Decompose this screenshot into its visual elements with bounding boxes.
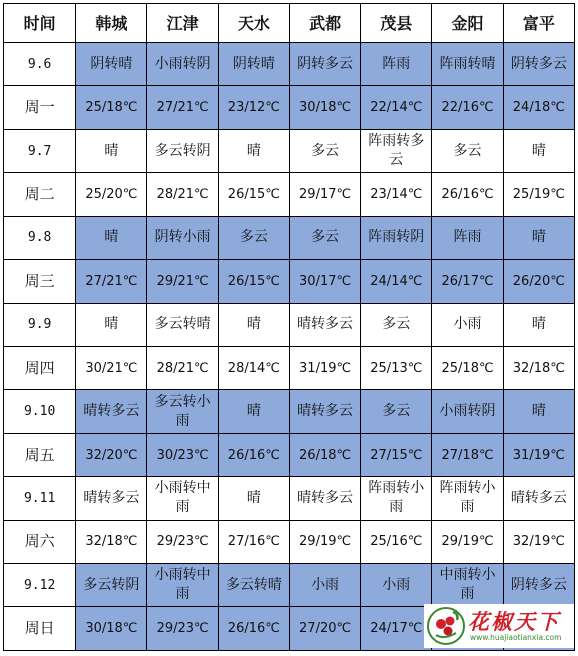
temperature-cell-wudu: 30/17℃ (289, 260, 360, 303)
header-time: 时间 (4, 4, 76, 43)
weather-cell-wudu: 晴转多云 (289, 303, 360, 346)
date-cell: 9.10 (4, 390, 76, 433)
temperature-row (4, 86, 575, 129)
temperature-cell-fuping: 32/19℃ (503, 520, 574, 563)
date-cell: 9.9 (4, 303, 76, 346)
weather-cell-fuping: 晴 (503, 129, 574, 172)
temperature-cell-jiangjin: 30/23℃ (147, 433, 218, 476)
forecast-body (4, 43, 575, 651)
date-cell: 9.12 (4, 564, 76, 607)
temperature-row (4, 260, 575, 303)
weather-cell-wudu: 多云 (289, 129, 360, 172)
pepper-berry-icon (446, 617, 455, 626)
weather-cell-maoxian: 多云 (361, 390, 432, 433)
weather-row (4, 303, 575, 346)
weather-cell-tianshui: 多云转晴 (218, 564, 289, 607)
weather-cell-jinyang: 阵雨 (432, 216, 503, 259)
temperature-cell-wudu: 29/17℃ (289, 173, 360, 216)
weather-cell-fuping: 晴 (503, 390, 574, 433)
date-cell: 9.11 (4, 477, 76, 520)
weather-cell-jiangjin: 小雨转阴 (147, 43, 218, 86)
weather-cell-hancheng: 晴 (76, 129, 147, 172)
weather-cell-wudu: 晴转多云 (289, 390, 360, 433)
header-jinyang: 金阳 (432, 4, 503, 43)
weather-row (4, 477, 575, 520)
temperature-cell-fuping: 24/18℃ (503, 86, 574, 129)
weather-row (4, 564, 575, 607)
date-cell: 9.6 (4, 43, 76, 86)
temperature-cell-hancheng: 32/20℃ (76, 433, 147, 476)
temperature-cell-tianshui: 26/15℃ (218, 173, 289, 216)
watermark-title: 花椒天下 (468, 609, 560, 634)
temperature-row (4, 173, 575, 216)
weather-cell-maoxian: 小雨 (361, 564, 432, 607)
weather-cell-hancheng: 晴 (76, 303, 147, 346)
temperature-cell-tianshui: 27/16℃ (218, 520, 289, 563)
temperature-cell-jiangjin: 28/21℃ (147, 173, 218, 216)
temperature-cell-jiangjin: 28/21℃ (147, 346, 218, 389)
weekday-cell: 周六 (4, 520, 76, 563)
temperature-cell-jinyang: 26/17℃ (432, 260, 503, 303)
weather-cell-jiangjin: 阴转小雨 (147, 216, 218, 259)
weather-cell-jinyang: 阵雨转小雨 (432, 477, 503, 520)
weather-cell-tianshui: 晴 (218, 303, 289, 346)
weekday-cell: 周三 (4, 260, 76, 303)
header-hancheng: 韩城 (76, 4, 147, 43)
weather-cell-jinyang: 阵雨转晴 (432, 43, 503, 86)
weather-cell-jiangjin: 小雨转中雨 (147, 564, 218, 607)
temperature-cell-wudu: 27/20℃ (289, 607, 360, 651)
weather-cell-maoxian: 阵雨 (361, 43, 432, 86)
weather-cell-hancheng: 阴转晴 (76, 43, 147, 86)
temperature-cell-wudu: 30/18℃ (289, 86, 360, 129)
weather-cell-tianshui: 多云 (218, 216, 289, 259)
temperature-cell-maoxian: 25/16℃ (361, 520, 432, 563)
temperature-cell-hancheng: 30/21℃ (76, 346, 147, 389)
temperature-cell-jinyang: 22/16℃ (432, 86, 503, 129)
weather-cell-maoxian: 多云 (361, 303, 432, 346)
temperature-cell-wudu: 31/19℃ (289, 346, 360, 389)
weather-row (4, 390, 575, 433)
temperature-cell-jiangjin: 29/23℃ (147, 607, 218, 651)
weather-cell-fuping: 晴 (503, 216, 574, 259)
temperature-cell-jiangjin: 29/21℃ (147, 260, 218, 303)
pepper-berry-icon (436, 619, 446, 629)
watermark-url: www.huajiaotianxia.com (470, 633, 562, 642)
temperature-cell-maoxian: 25/13℃ (361, 346, 432, 389)
weather-cell-jiangjin: 小雨转中雨 (147, 477, 218, 520)
temperature-cell-jinyang: 26/16℃ (432, 173, 503, 216)
weather-cell-jiangjin: 多云转阴 (147, 129, 218, 172)
weather-cell-wudu: 晴转多云 (289, 477, 360, 520)
temperature-row (4, 346, 575, 389)
pepper-berry-icon (444, 627, 453, 636)
temperature-cell-maoxian: 27/15℃ (361, 433, 432, 476)
temperature-cell-wudu: 29/19℃ (289, 520, 360, 563)
logo-ring-icon (428, 608, 464, 644)
header-row (4, 4, 575, 43)
weather-forecast-table (3, 3, 575, 651)
temperature-row (4, 433, 575, 476)
temperature-cell-hancheng: 32/18℃ (76, 520, 147, 563)
header-maoxian: 茂县 (361, 4, 432, 43)
temperature-cell-hancheng: 27/21℃ (76, 260, 147, 303)
temperature-cell-jinyang: 27/18℃ (432, 433, 503, 476)
weather-cell-jinyang: 小雨转阴 (432, 390, 503, 433)
weather-cell-tianshui: 阴转晴 (218, 43, 289, 86)
date-cell: 9.8 (4, 216, 76, 259)
temperature-cell-tianshui: 26/16℃ (218, 433, 289, 476)
weather-cell-fuping: 晴 (503, 303, 574, 346)
weather-cell-jinyang: 小雨 (432, 303, 503, 346)
weather-cell-maoxian: 阵雨转阴 (361, 216, 432, 259)
weather-cell-jinyang: 中雨转小雨 (432, 564, 503, 607)
weather-cell-tianshui: 晴 (218, 129, 289, 172)
weather-row (4, 129, 575, 172)
temperature-cell-maoxian: 23/14℃ (361, 173, 432, 216)
temperature-cell-jiangjin: 27/21℃ (147, 86, 218, 129)
weather-cell-jiangjin: 多云转晴 (147, 303, 218, 346)
weekday-cell: 周二 (4, 173, 76, 216)
weekday-cell: 周日 (4, 607, 76, 651)
temperature-cell-hancheng: 25/18℃ (76, 86, 147, 129)
temperature-cell-fuping: 26/20℃ (503, 260, 574, 303)
weather-cell-maoxian: 阵雨转小雨 (361, 477, 432, 520)
weather-cell-jiangjin: 多云转小雨 (147, 390, 218, 433)
weather-cell-wudu: 小雨 (289, 564, 360, 607)
header-tianshui: 天水 (218, 4, 289, 43)
temperature-cell-fuping: 25/19℃ (503, 173, 574, 216)
weekday-cell: 周五 (4, 433, 76, 476)
weather-cell-hancheng: 晴转多云 (76, 477, 147, 520)
temperature-cell-fuping: 32/18℃ (503, 346, 574, 389)
weather-cell-fuping: 阴转多云 (503, 43, 574, 86)
header-jiangjin: 江津 (147, 4, 218, 43)
temperature-cell-jinyang: 25/18℃ (432, 346, 503, 389)
watermark-logo (424, 604, 574, 648)
weather-cell-tianshui: 晴 (218, 477, 289, 520)
weather-cell-hancheng: 晴 (76, 216, 147, 259)
weather-cell-jinyang: 多云 (432, 129, 503, 172)
temperature-cell-tianshui: 23/12℃ (218, 86, 289, 129)
weather-cell-fuping: 晴转多云 (503, 477, 574, 520)
weather-cell-wudu: 阴转多云 (289, 43, 360, 86)
weather-cell-fuping: 阴转多云 (503, 564, 574, 607)
temperature-cell-maoxian: 22/14℃ (361, 86, 432, 129)
weekday-cell: 周四 (4, 346, 76, 389)
temperature-row (4, 520, 575, 563)
temperature-cell-tianshui: 26/16℃ (218, 607, 289, 651)
weather-cell-tianshui: 晴 (218, 390, 289, 433)
temperature-cell-tianshui: 28/14℃ (218, 346, 289, 389)
temperature-cell-tianshui: 26/15℃ (218, 260, 289, 303)
weekday-cell: 周一 (4, 86, 76, 129)
weather-row (4, 216, 575, 259)
date-cell: 9.7 (4, 129, 76, 172)
weather-cell-maoxian: 阵雨转多云 (361, 129, 432, 172)
temperature-cell-jiangjin: 29/23℃ (147, 520, 218, 563)
header-fuping: 富平 (503, 4, 574, 43)
weather-cell-hancheng: 晴转多云 (76, 390, 147, 433)
temperature-cell-jinyang: 29/19℃ (432, 520, 503, 563)
weather-cell-wudu: 多云 (289, 216, 360, 259)
temperature-cell-maoxian: 24/14℃ (361, 260, 432, 303)
temperature-cell-hancheng: 25/20℃ (76, 173, 147, 216)
weather-cell-hancheng: 多云转阴 (76, 564, 147, 607)
temperature-cell-maoxian: 24/17℃ (361, 607, 432, 651)
temperature-cell-wudu: 26/18℃ (289, 433, 360, 476)
temperature-cell-fuping: 31/19℃ (503, 433, 574, 476)
weather-row (4, 43, 575, 86)
temperature-cell-hancheng: 30/18℃ (76, 607, 147, 651)
header-wudu: 武都 (289, 4, 360, 43)
